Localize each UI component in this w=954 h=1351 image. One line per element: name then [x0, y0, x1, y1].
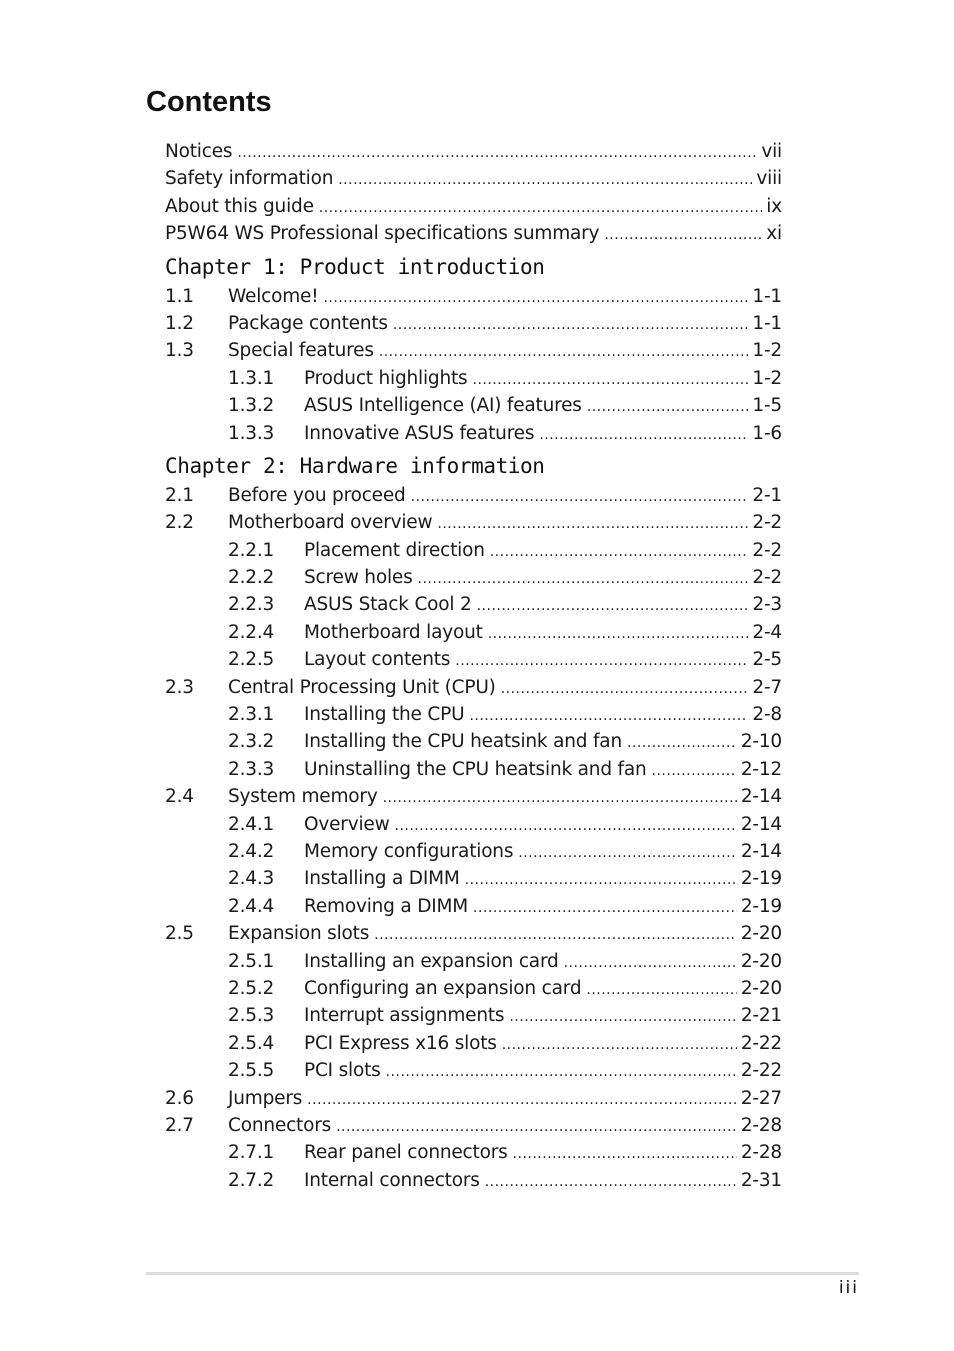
- section-number: 2.5.4: [228, 1032, 275, 1054]
- dot-leader: [374, 922, 737, 949]
- section-number: 2.4.3: [228, 868, 275, 890]
- entry-title: Removing a DIMM: [304, 895, 469, 917]
- toc-entry[interactable]: [165, 920, 782, 947]
- page-title: Contents: [146, 86, 272, 118]
- page-ref: 1-1: [752, 285, 782, 307]
- dot-leader: [473, 367, 749, 394]
- dot-leader: [465, 867, 737, 894]
- page-ref: 2-10: [740, 731, 782, 753]
- entry-title: ASUS Stack Cool 2: [304, 594, 472, 616]
- dot-leader: [307, 1087, 737, 1114]
- page-ref: 2-19: [740, 895, 782, 917]
- page-ref: 2-28: [740, 1142, 782, 1164]
- toc-entry[interactable]: [165, 1030, 782, 1057]
- dot-leader: [336, 1114, 737, 1141]
- toc-entry[interactable]: [165, 392, 782, 419]
- toc-entry[interactable]: [165, 619, 782, 646]
- toc-entry[interactable]: [165, 1112, 782, 1139]
- dot-leader: [502, 1032, 737, 1059]
- toc-entry[interactable]: [165, 283, 782, 310]
- entry-title: Connectors: [228, 1114, 332, 1136]
- dot-leader: [411, 484, 749, 511]
- dot-leader: [513, 1141, 737, 1168]
- toc-entry[interactable]: [165, 756, 782, 783]
- page-ref: 2-19: [740, 868, 782, 890]
- toc-entry[interactable]: [165, 365, 782, 392]
- toc-entry[interactable]: [165, 838, 782, 865]
- entry-title: Installing an expansion card: [304, 950, 559, 972]
- dot-leader: [490, 539, 749, 566]
- footer-rule: [146, 1272, 859, 1275]
- entry-title: Safety information: [165, 168, 334, 190]
- dot-leader: [338, 167, 752, 194]
- entry-title: Layout contents: [304, 649, 451, 671]
- section-number: 1.3: [165, 340, 194, 362]
- section-number: 2.7.2: [228, 1169, 275, 1191]
- page-ref: 2-14: [740, 813, 782, 835]
- dot-leader: [564, 950, 737, 977]
- entry-title: Installing a DIMM: [304, 868, 460, 890]
- footer-page-number: iii: [838, 1278, 859, 1298]
- toc-entry[interactable]: [165, 420, 782, 447]
- section-number: 2.5: [165, 923, 194, 945]
- page-ref: 1-5: [752, 395, 782, 417]
- dot-leader: [477, 593, 749, 620]
- table-of-contents: [165, 138, 782, 1194]
- toc-entry[interactable]: [165, 193, 782, 220]
- entry-title: Motherboard overview: [228, 512, 433, 534]
- toc-entry[interactable]: [165, 865, 782, 892]
- entry-title: Placement direction: [304, 539, 485, 561]
- chapter-heading[interactable]: Chapter 1: Product introduction: [165, 254, 545, 279]
- dot-leader: [587, 394, 749, 421]
- section-number: 1.2: [165, 312, 194, 334]
- dot-leader: [586, 977, 736, 1004]
- page-ref: 2-27: [740, 1087, 782, 1109]
- entry-title: Central Processing Unit (CPU): [228, 676, 496, 698]
- page-ref: 2-3: [752, 594, 782, 616]
- page-ref: 2-1: [752, 484, 782, 506]
- entry-title: Welcome!: [228, 285, 319, 307]
- section-number: 1.3.1: [228, 367, 275, 389]
- page-ref: 1-2: [752, 340, 782, 362]
- toc-entry[interactable]: [165, 1139, 782, 1166]
- section-number: 2.3.1: [228, 704, 275, 726]
- page-ref: 2-2: [752, 512, 782, 534]
- page-ref: 2-14: [740, 786, 782, 808]
- dot-leader: [437, 511, 748, 538]
- section-number: 2.6: [165, 1087, 194, 1109]
- section-number: 2.2.1: [228, 539, 275, 561]
- dot-leader: [319, 195, 763, 222]
- toc-entry[interactable]: [165, 310, 782, 337]
- dot-leader: [386, 1059, 737, 1086]
- entry-title: PCI slots: [304, 1060, 381, 1082]
- entry-title: Interrupt assignments: [304, 1005, 505, 1027]
- entry-title: Internal connectors: [304, 1169, 480, 1191]
- entry-title: P5W64 WS Professional specifications summary: [165, 223, 600, 245]
- page-ref: ix: [766, 195, 782, 217]
- page-ref: vii: [761, 141, 782, 162]
- dot-leader: [627, 730, 737, 757]
- entry-title: Rear panel connectors: [304, 1142, 508, 1164]
- section-number: 1.3.2: [228, 395, 275, 417]
- page-ref: 2-20: [740, 923, 782, 945]
- section-number: 2.4.4: [228, 895, 275, 917]
- toc-entry[interactable]: [165, 646, 782, 673]
- page-ref: 2-8: [752, 704, 782, 726]
- page-ref: 1-6: [752, 422, 782, 444]
- entry-title: ASUS Intelligence (AI) features: [304, 395, 582, 417]
- page-ref: 2-2: [752, 567, 782, 589]
- toc-entry[interactable]: [165, 482, 782, 509]
- section-number: 1.3.3: [228, 422, 275, 444]
- section-number: 2.2: [165, 512, 194, 534]
- section-number: 2.5.1: [228, 950, 275, 972]
- chapter-heading[interactable]: Chapter 2: Hardware information: [165, 453, 545, 478]
- page-ref: 2-14: [740, 840, 782, 862]
- entry-title: Configuring an expansion card: [304, 977, 582, 999]
- page-ref: xi: [766, 223, 782, 245]
- page-ref: 2-22: [740, 1060, 782, 1082]
- toc-entry[interactable]: [165, 1085, 782, 1112]
- toc-entry[interactable]: [165, 165, 782, 192]
- entry-title: PCI Express x16 slots: [304, 1032, 497, 1054]
- toc-entry[interactable]: [165, 1002, 782, 1029]
- toc-entry[interactable]: [165, 893, 782, 920]
- dot-leader: [604, 222, 762, 249]
- entry-title: Product highlights: [304, 367, 468, 389]
- toc-entry[interactable]: [165, 537, 782, 564]
- section-number: 2.2.3: [228, 594, 275, 616]
- dot-leader: [237, 140, 757, 167]
- page-ref: 2-12: [740, 758, 782, 780]
- page-ref: 2-2: [752, 539, 782, 561]
- section-number: 2.1: [165, 484, 194, 506]
- section-number: 2.3.2: [228, 731, 275, 753]
- front-matter-list: [165, 138, 782, 248]
- toc-entry[interactable]: [165, 220, 782, 247]
- section-number: 2.2.4: [228, 621, 275, 643]
- entry-title: Motherboard layout: [304, 621, 483, 643]
- toc-entry[interactable]: [165, 975, 782, 1002]
- section-number: 2.2.5: [228, 649, 275, 671]
- toc-entry[interactable]: [165, 811, 782, 838]
- dot-leader: [383, 785, 737, 812]
- page-ref: 2-4: [752, 621, 782, 643]
- dot-leader: [469, 703, 748, 730]
- entry-title: Screw holes: [304, 567, 413, 589]
- page-ref: 2-28: [740, 1114, 782, 1136]
- toc-entry[interactable]: [165, 591, 782, 618]
- page-ref: 2-22: [740, 1032, 782, 1054]
- toc-entry[interactable]: [165, 1057, 782, 1084]
- section-number: 2.4: [165, 786, 194, 808]
- entry-title: Installing the CPU heatsink and fan: [304, 731, 622, 753]
- entry-title: Overview: [304, 813, 390, 835]
- dot-leader: [379, 339, 749, 366]
- chapters-list: [165, 248, 782, 1195]
- entry-title: Notices: [165, 141, 233, 162]
- section-number: 2.4.1: [228, 813, 275, 835]
- section-number: 2.3.3: [228, 758, 275, 780]
- entry-title: Installing the CPU: [304, 704, 465, 726]
- entry-title: Special features: [228, 340, 374, 362]
- entry-title: Package contents: [228, 312, 388, 334]
- toc-entry[interactable]: [165, 948, 782, 975]
- section-number: 2.7: [165, 1114, 194, 1136]
- section-number: 2.3: [165, 676, 194, 698]
- page-ref: 2-20: [740, 950, 782, 972]
- entry-title: System memory: [228, 786, 378, 808]
- toc-entry[interactable]: [165, 728, 782, 755]
- dot-leader: [501, 676, 749, 703]
- dot-leader: [393, 312, 749, 339]
- toc-entry[interactable]: [165, 701, 782, 728]
- page-ref: 2-20: [740, 977, 782, 999]
- page-ref: 2-5: [752, 649, 782, 671]
- dot-leader: [473, 895, 737, 922]
- section-number: 1.1: [165, 285, 194, 307]
- entry-title: Expansion slots: [228, 923, 370, 945]
- entry-title: Uninstalling the CPU heatsink and fan: [304, 758, 647, 780]
- section-number: 2.5.2: [228, 977, 275, 999]
- dot-leader: [652, 758, 737, 785]
- section-number: 2.4.2: [228, 840, 275, 862]
- dot-leader: [509, 1004, 736, 1031]
- page-ref: 2-7: [752, 676, 782, 698]
- dot-leader: [455, 648, 748, 675]
- toc-entry[interactable]: [165, 138, 782, 165]
- page-ref: 2-31: [740, 1169, 782, 1191]
- dot-leader: [518, 840, 737, 867]
- page-ref: viii: [756, 168, 782, 190]
- entry-title: Innovative ASUS features: [304, 422, 535, 444]
- dot-leader: [323, 285, 748, 312]
- entry-title: Jumpers: [228, 1087, 303, 1109]
- page-ref: 1-1: [752, 312, 782, 334]
- page-ref: 2-21: [740, 1005, 782, 1027]
- dot-leader: [539, 422, 748, 449]
- dot-leader: [418, 566, 749, 593]
- toc-entry[interactable]: [165, 564, 782, 591]
- section-number: 2.5.5: [228, 1060, 275, 1082]
- page-ref: 1-2: [752, 367, 782, 389]
- entry-title: Memory configurations: [304, 840, 514, 862]
- section-number: 2.2.2: [228, 567, 275, 589]
- dot-leader: [488, 621, 749, 648]
- section-number: 2.5.3: [228, 1005, 275, 1027]
- toc-entry[interactable]: [165, 337, 782, 364]
- dot-leader: [395, 813, 737, 840]
- toc-entry[interactable]: [165, 1167, 782, 1194]
- entry-title: Before you proceed: [228, 484, 406, 506]
- toc-entry[interactable]: [165, 509, 782, 536]
- section-number: 2.7.1: [228, 1142, 275, 1164]
- toc-entry[interactable]: [165, 783, 782, 810]
- entry-title: About this guide: [165, 195, 314, 217]
- toc-entry[interactable]: [165, 674, 782, 701]
- dot-leader: [485, 1169, 737, 1196]
